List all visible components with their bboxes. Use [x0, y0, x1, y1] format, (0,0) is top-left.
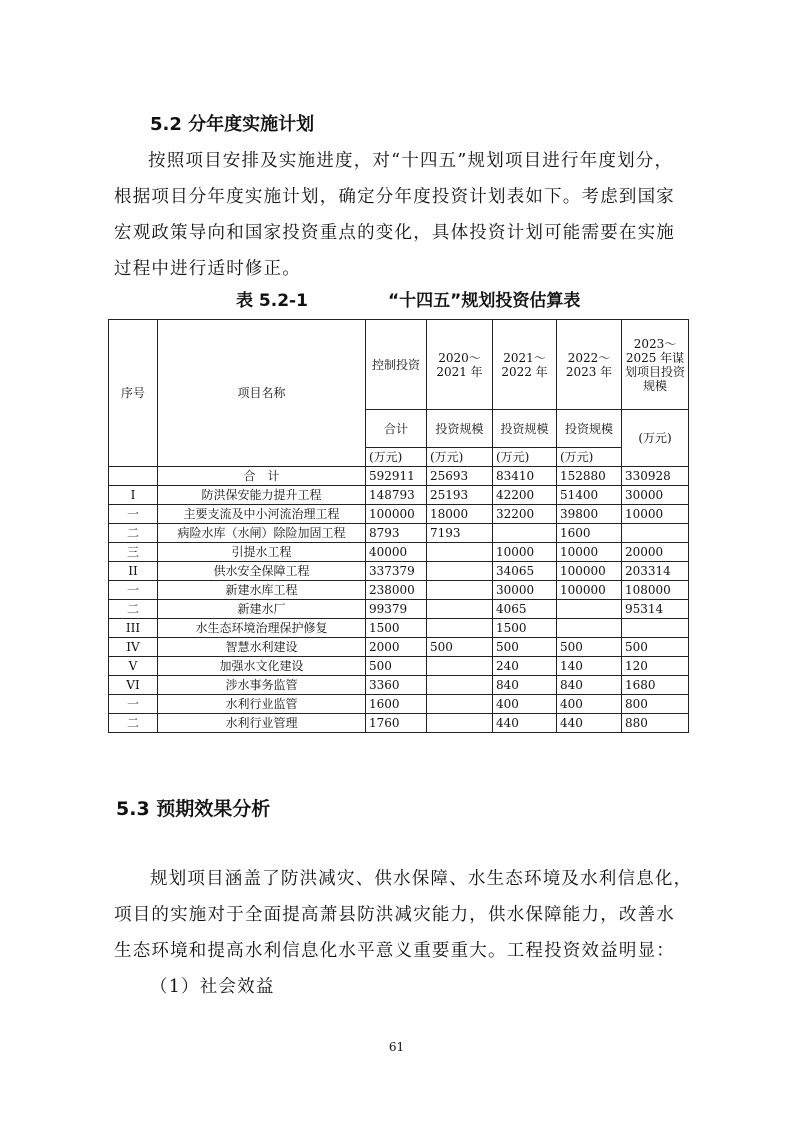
cell-seq: VI — [109, 676, 158, 695]
cell-seq: 一 — [109, 695, 158, 714]
cell-year-3: 152880 — [557, 467, 622, 486]
cell-seq — [109, 467, 158, 486]
header-year-4: 2023～2025 年谋划项目投资规模 — [622, 320, 689, 410]
cell-year-4: 500 — [622, 638, 689, 657]
cell-year-2: 42200 — [493, 486, 557, 505]
cell-seq: 三 — [109, 543, 158, 562]
cell-name: 智慧水利建设 — [158, 638, 366, 657]
header-year-1: 2020～2021 年 — [427, 320, 493, 410]
header-year-2: 2021～2022 年 — [493, 320, 557, 410]
list-item-heading: （1）社会效益 — [150, 977, 275, 997]
cell-year-1: 25693 — [427, 467, 493, 486]
cell-year-1 — [427, 562, 493, 581]
cell-year-4: 30000 — [622, 486, 689, 505]
header-row — [109, 320, 689, 410]
paragraph-line: 规划项目涵盖了防洪减灾、供水保障、水生态环境及水利信息化， — [150, 869, 693, 889]
cell-seq: 二 — [109, 714, 158, 733]
table-row — [109, 638, 689, 657]
cell-ctrl: 8793 — [366, 524, 427, 543]
subheader-total: 合计 — [366, 410, 427, 448]
cell-year-3: 400 — [557, 695, 622, 714]
cell-year-1: 25193 — [427, 486, 493, 505]
table-row — [109, 543, 689, 562]
cell-year-2: 10000 — [493, 543, 557, 562]
cell-ctrl: 99379 — [366, 600, 427, 619]
cell-name: 引提水工程 — [158, 543, 366, 562]
section-heading-5-3: 5.3 预期效果分析 — [116, 798, 271, 820]
cell-year-3: 1600 — [557, 524, 622, 543]
table-label: 表 5.2-1 — [236, 291, 308, 311]
cell-ctrl: 2000 — [366, 638, 427, 657]
cell-year-1 — [427, 619, 493, 638]
cell-year-1 — [427, 714, 493, 733]
cell-ctrl: 40000 — [366, 543, 427, 562]
unit-ctrl: (万元) — [366, 448, 427, 467]
cell-ctrl: 500 — [366, 657, 427, 676]
cell-year-3: 10000 — [557, 543, 622, 562]
cell-name: 新建水厂 — [158, 600, 366, 619]
cell-year-3: 100000 — [557, 581, 622, 600]
cell-ctrl: 1500 — [366, 619, 427, 638]
cell-seq: 二 — [109, 524, 158, 543]
unit-year-3: (万元) — [557, 448, 622, 467]
cell-year-4 — [622, 619, 689, 638]
cell-name: 水利行业监管 — [158, 695, 366, 714]
cell-seq: II — [109, 562, 158, 581]
cell-ctrl: 3360 — [366, 676, 427, 695]
subheader-inv-2: 投资规模 — [493, 410, 557, 448]
cell-year-4: 10000 — [622, 505, 689, 524]
header-name: 项目名称 — [158, 320, 366, 467]
table-row — [109, 562, 689, 581]
cell-seq: 一 — [109, 581, 158, 600]
page-number: 61 — [388, 1040, 405, 1054]
cell-name: 新建水库工程 — [158, 581, 366, 600]
section-heading-5-2: 5.2 分年度实施计划 — [150, 114, 315, 135]
cell-year-2 — [493, 524, 557, 543]
cell-seq: I — [109, 486, 158, 505]
cell-year-4: 800 — [622, 695, 689, 714]
cell-year-4: 203314 — [622, 562, 689, 581]
cell-year-4: 108000 — [622, 581, 689, 600]
table-row — [109, 467, 689, 486]
cell-year-2: 83410 — [493, 467, 557, 486]
paragraph-line: 根据项目分年度实施计划，确定分年度投资计划表如下。考虑到国家 — [114, 187, 675, 207]
unit-year-1: (万元) — [427, 448, 493, 467]
table-row — [109, 714, 689, 733]
paragraph-line: 宏观政策导向和国家投资重点的变化，具体投资计划可能需要在实施 — [114, 223, 675, 243]
cell-year-2: 440 — [493, 714, 557, 733]
cell-year-1: 7193 — [427, 524, 493, 543]
cell-ctrl: 148793 — [366, 486, 427, 505]
cell-year-3: 440 — [557, 714, 622, 733]
cell-year-3 — [557, 619, 622, 638]
cell-year-1: 18000 — [427, 505, 493, 524]
cell-year-1 — [427, 600, 493, 619]
table-row — [109, 505, 689, 524]
unit-year-2: (万元) — [493, 448, 557, 467]
investment-table — [108, 319, 689, 733]
cell-ctrl: 1760 — [366, 714, 427, 733]
cell-year-4: 95314 — [622, 600, 689, 619]
cell-year-1 — [427, 695, 493, 714]
cell-year-2: 30000 — [493, 581, 557, 600]
cell-year-3: 840 — [557, 676, 622, 695]
table-row — [109, 695, 689, 714]
cell-ctrl: 238000 — [366, 581, 427, 600]
cell-year-3: 51400 — [557, 486, 622, 505]
cell-year-1 — [427, 543, 493, 562]
cell-year-4: 880 — [622, 714, 689, 733]
subheader-inv-1: 投资规模 — [427, 410, 493, 448]
cell-year-3: 500 — [557, 638, 622, 657]
cell-year-2: 400 — [493, 695, 557, 714]
cell-name: 水生态环境治理保护修复 — [158, 619, 366, 638]
cell-name: 防洪保安能力提升工程 — [158, 486, 366, 505]
table-row — [109, 657, 689, 676]
cell-ctrl: 1600 — [366, 695, 427, 714]
cell-year-2: 32200 — [493, 505, 557, 524]
cell-seq: III — [109, 619, 158, 638]
header-ctrl: 控制投资 — [366, 320, 427, 410]
cell-year-3: 39800 — [557, 505, 622, 524]
cell-year-3: 100000 — [557, 562, 622, 581]
cell-ctrl: 100000 — [366, 505, 427, 524]
cell-year-2: 1500 — [493, 619, 557, 638]
cell-name: 加强水文化建设 — [158, 657, 366, 676]
cell-year-2: 4065 — [493, 600, 557, 619]
cell-year-2: 34065 — [493, 562, 557, 581]
cell-year-4 — [622, 524, 689, 543]
table-row — [109, 600, 689, 619]
cell-seq: V — [109, 657, 158, 676]
cell-year-2: 500 — [493, 638, 557, 657]
cell-year-4: 20000 — [622, 543, 689, 562]
cell-name: 合 计 — [158, 467, 366, 486]
paragraph-line: 按照项目安排及实施进度，对“十四五”规划项目进行年度划分， — [148, 151, 674, 171]
paragraph-line: 过程中进行适时修正。 — [114, 259, 301, 279]
table-body — [109, 320, 689, 733]
subheader-inv-3: 投资规模 — [557, 410, 622, 448]
cell-year-2: 840 — [493, 676, 557, 695]
cell-ctrl: 337379 — [366, 562, 427, 581]
cell-year-4: 120 — [622, 657, 689, 676]
cell-name: 供水安全保障工程 — [158, 562, 366, 581]
table-title: “十四五”规划投资估算表 — [388, 291, 581, 311]
paragraph-line: 生态环境和提高水利信息化水平意义重要重大。工程投资效益明显： — [114, 941, 675, 961]
table-row — [109, 581, 689, 600]
table-row — [109, 524, 689, 543]
cell-year-1 — [427, 657, 493, 676]
cell-year-1: 500 — [427, 638, 493, 657]
cell-ctrl: 592911 — [366, 467, 427, 486]
table-row — [109, 486, 689, 505]
cell-seq: 二 — [109, 600, 158, 619]
header-seq: 序号 — [109, 320, 158, 467]
table-row — [109, 619, 689, 638]
cell-seq: 一 — [109, 505, 158, 524]
cell-seq: IV — [109, 638, 158, 657]
cell-year-4: 330928 — [622, 467, 689, 486]
cell-year-3 — [557, 600, 622, 619]
subheader-unit-4: (万元) — [622, 410, 689, 467]
cell-year-1 — [427, 581, 493, 600]
cell-year-4: 1680 — [622, 676, 689, 695]
table-row — [109, 676, 689, 695]
cell-year-2: 240 — [493, 657, 557, 676]
cell-name: 病险水库（水闸）除险加固工程 — [158, 524, 366, 543]
cell-year-1 — [427, 676, 493, 695]
paragraph-line: 项目的实施对于全面提高萧县防洪减灾能力，供水保障能力，改善水 — [114, 905, 675, 925]
cell-year-3: 140 — [557, 657, 622, 676]
cell-name: 水利行业管理 — [158, 714, 366, 733]
cell-name: 主要支流及中小河流治理工程 — [158, 505, 366, 524]
header-year-3: 2022～2023 年 — [557, 320, 622, 410]
cell-name: 涉水事务监管 — [158, 676, 366, 695]
